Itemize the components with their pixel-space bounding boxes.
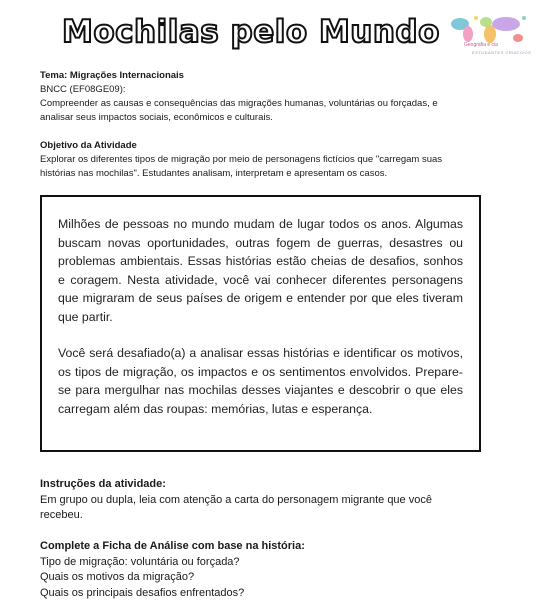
ficha-question: Quais os motivos da migração? (40, 570, 500, 586)
ficha-question: Tipo de migração: voluntária ou forçada? (40, 555, 500, 571)
logo-subtext: ESTUDANTES CRIATIVOS (472, 50, 531, 55)
intro-paragraph: Milhões de pessoas no mundo mudam de lugar todos os anos. Algumas buscam novas oportunidades, outras fogem de guerras, desastres ou problemas ambientais. Essas histórias estão cheias de desafios, sonhos e coragem. Nesta atividade, você vai conhecer diferentes personagens que migraram de seus países de origem e entender por que eles tiveram que partir. (58, 215, 463, 326)
objetivo-heading: Objetivo da Atividade (40, 139, 490, 153)
objetivo-section (40, 139, 490, 181)
instrucoes-text-line: Em grupo ou dupla, leia com atenção a carta do personagem migrante que você (40, 493, 500, 509)
tema-section (40, 69, 490, 125)
intro-box (40, 195, 481, 452)
tema-heading: Tema: Migrações Internacionais (40, 69, 490, 83)
intro-paragraph: Você será desafiado(a) a analisar essas histórias e identificar os motivos, os tipos de migração, os impactos e os sentimentos envolvidos. Prepare-se para mergulhar nas mochilas desses viajantes e descobrir o que eles carregam além das roupas: memórias, lutas e esperança. (58, 344, 463, 418)
ficha-section (40, 539, 500, 601)
objetivo-text-line: Explorar os diferentes tipos de migração por meio de personagens fictícios que "carregam suas (40, 153, 490, 167)
instrucoes-heading: Instruções da atividade: (40, 477, 500, 493)
instrucoes-text-line: recebeu. (40, 508, 500, 524)
ficha-question: Quais os principais desafios enfrentados? (40, 586, 500, 601)
bncc-code: BNCC (EF08GE09): (40, 83, 490, 97)
ficha-heading: Complete a Ficha de Análise com base na história: (40, 539, 500, 555)
objetivo-text-line: histórias nas mochilas". Estudantes analisam, interpretam e apresentam os casos. (40, 167, 490, 181)
logo-text: Geografia e cia (464, 42, 498, 48)
instrucoes-section (40, 477, 500, 524)
tema-text-line: Compreender as causas e consequências das migrações humanas, voluntárias ou forçadas, e (40, 97, 490, 111)
tema-text-line: analisar seus impactos sociais, econômicos e culturais. (40, 111, 490, 125)
page-title: Mochilas pelo Mundo (62, 14, 440, 50)
